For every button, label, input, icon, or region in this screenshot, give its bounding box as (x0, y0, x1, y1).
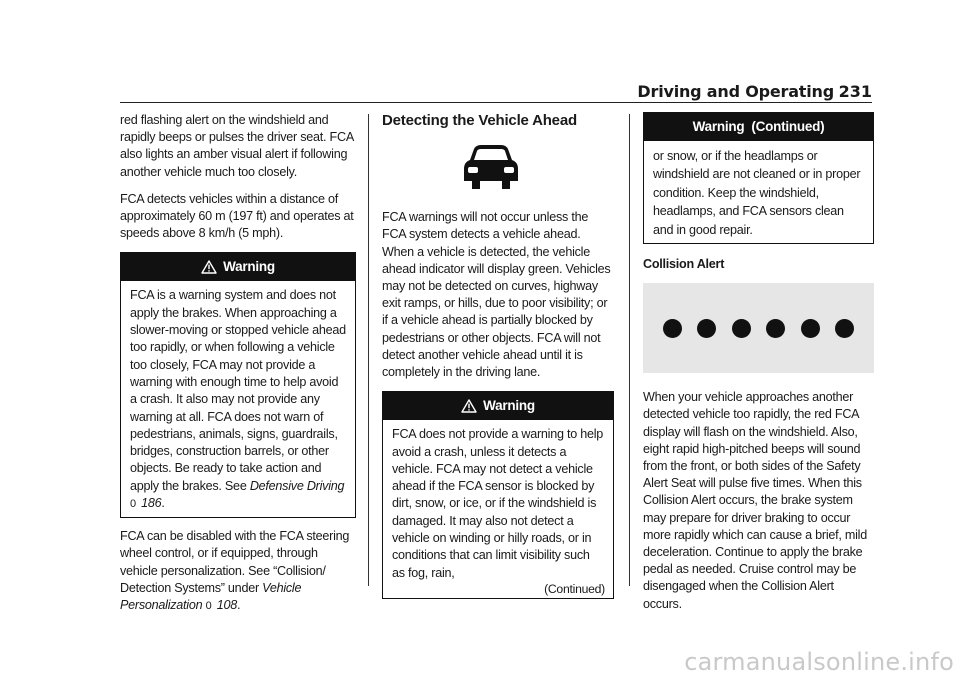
warning-box (120, 252, 356, 518)
warning-triangle-icon (461, 399, 477, 413)
punctuation: . (237, 598, 241, 613)
warning-box-continued (643, 112, 874, 244)
cross-reference-page[interactable]: 186 (141, 495, 162, 510)
column-divider-2 (629, 114, 630, 586)
page-header (0, 0, 960, 110)
alert-dot-icon (732, 319, 751, 338)
alert-dot-icon (697, 319, 716, 338)
warning-body (121, 281, 355, 517)
page-number: 231 (838, 82, 872, 101)
vehicle-ahead-icon (462, 143, 520, 191)
watermark: carmanualsonline.info (684, 648, 954, 676)
page-reference-icon: 0 (205, 600, 212, 613)
section-title: Driving and Operating (637, 82, 834, 101)
alert-dot-icon (801, 319, 820, 338)
paragraph: red flashing alert on the windshield and rapidly beeps or pulses the driver seat. FCA also lights an amber visual alert if following another vehicle much too closely. (120, 113, 354, 179)
warning-title: Warning (223, 259, 275, 275)
warning-text: FCA does not provide a warning to help avoid a crash, unless it detects a vehicle. FCA may not detect a vehicle ahead if the FCA sensor is blocked by dirt, snow, or ice, or if the windshield is damaged. It may also not detect a vehicle on winding or hilly roads, or in conditions that can limit visibility such as fog, rain, (392, 427, 604, 580)
warning-text: FCA is a warning system and does not apply the brakes. When approaching a slower-moving or stopped vehicle ahead too rapidly, or when following a vehicle too closely, FCA may not provide a warning with enough time to help avoid a crash. It also may not provide any warning at all. FCA does not warn of pedestrians, animals, signs, guardrails, bridges, construction barrels, or other objects. Be ready to take action and apply the brakes. See (130, 288, 346, 493)
paragraph: FCA detects vehicles within a distance of approximately 60 m (197 ft) and operates at speeds above 8 km/h (5 mph). (120, 191, 354, 241)
header-rule (120, 102, 872, 103)
warning-body (644, 141, 873, 243)
section-heading: Detecting the Vehicle Ahead (382, 112, 577, 129)
page-reference-icon: 0 (130, 497, 136, 510)
warning-triangle-icon (201, 260, 217, 274)
warning-header (383, 392, 613, 420)
warning-header: Warning (Continued) (644, 113, 873, 141)
alert-dot-icon (766, 319, 785, 338)
collision-alert-display (643, 283, 874, 373)
paragraph: FCA warnings will not occur unless the FCA system detects a vehicle ahead. When a vehicle is detected, the vehicle ahead indicator will display green. Vehicles may not be detected on curves, highway exit ramps, or hills, due to poor visibility; or if a vehicle ahead is partially blocked by pedestrians or other objects. FCA will not detect another vehicle ahead until it is completely in the driving lane. (382, 210, 611, 380)
punctuation: . (161, 495, 165, 510)
paragraph-text: FCA can be disabled with the FCA steering wheel control, or if equipped, through vehicle personalization. See “Collision/ Detection Systems” under (120, 529, 350, 595)
column-3 (643, 112, 874, 623)
column-1 (120, 112, 356, 625)
warning-header (121, 253, 355, 281)
column-divider-1 (368, 114, 369, 586)
column-2 (382, 112, 614, 609)
continued-label: (Continued) (544, 581, 605, 596)
warning-title: Warning (483, 398, 535, 414)
paragraph (120, 528, 356, 615)
alert-dot-icon (835, 319, 854, 338)
subheading: Collision Alert (643, 257, 725, 272)
warning-body (383, 420, 613, 598)
cross-reference-title[interactable]: Defensive Driving (249, 478, 345, 493)
paragraph: When your vehicle approaches another detected vehicle too rapidly, the red FCA display will flash on the windshield. Also, eight rapid high-pitched beeps will sound from the front, or both sides of the Safety Alert Seat will pulse five times. When this Collision Alert occurs, the brake system may prepare for driver braking to occur more rapidly which can cause a brief, mild deceleration. Continue to apply the brake pedal as needed. Cruise control may be disengaged when the Collision Alert occurs. (643, 390, 867, 611)
warning-box (382, 391, 614, 599)
cross-reference-title[interactable]: Vehicle Personalization (120, 580, 302, 613)
warning-text: or snow, or if the headlamps or windshield are not cleaned or in proper condition. Keep the windshield, headlamps, and FCA sensors clean and in good repair. (653, 149, 861, 237)
cross-reference-page[interactable]: 108 (216, 598, 237, 613)
alert-dot-icon (663, 319, 682, 338)
